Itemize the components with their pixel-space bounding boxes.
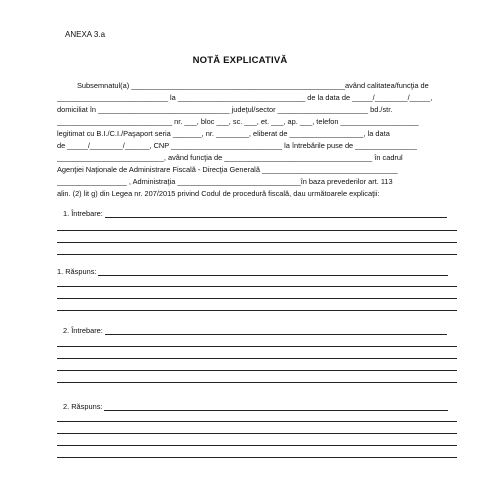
answer-1-line[interactable] bbox=[57, 310, 457, 311]
question-2-header bbox=[57, 325, 457, 337]
answer-2-field[interactable] bbox=[104, 401, 448, 411]
question-1-answer-line[interactable] bbox=[57, 254, 457, 255]
answer-2-line[interactable] bbox=[57, 433, 457, 434]
declaration-line: ___________________________ la _______________________________ de la data de _____/________/_____, bbox=[57, 93, 433, 102]
answer-1-field[interactable] bbox=[98, 266, 448, 276]
declaration-line: Agenţiei Naţionale de Administrare Fiscală - Direcţia Generală _________________________________ bbox=[57, 165, 398, 174]
answer-2-line[interactable] bbox=[57, 421, 457, 422]
document-title: NOTĂ EXPLICATIVĂ bbox=[192, 55, 288, 66]
question-1-field[interactable] bbox=[105, 208, 447, 218]
declaration-line: __________________________, având funcţia de ____________________________________ în cadrul bbox=[57, 153, 403, 162]
question-2-field[interactable] bbox=[105, 325, 447, 335]
question-2-answer-line[interactable] bbox=[57, 370, 457, 371]
declaration-line: ____________________________ nr. ___, bloc ___, sc. ___, et. ___, ap. ___, telefon ___________________ bbox=[57, 117, 419, 126]
declaration-paragraph bbox=[57, 80, 457, 200]
question-2-answer-line[interactable] bbox=[57, 358, 457, 359]
answer-2-label: 2. Răspuns: bbox=[63, 402, 103, 411]
declaration-line: domiciliat în ________________________________ judeţul/sector ______________________ bd./str. bbox=[57, 105, 393, 114]
answer-2-line[interactable] bbox=[57, 445, 457, 446]
question-1-answer-line[interactable] bbox=[57, 230, 457, 231]
question-2-answer-line[interactable] bbox=[57, 382, 457, 383]
answer-1-line[interactable] bbox=[57, 298, 457, 299]
question-2-label: 2. Întrebare: bbox=[63, 326, 103, 335]
question-2-answer-line[interactable] bbox=[57, 346, 457, 347]
question-1-header bbox=[57, 208, 457, 220]
declaration-line: alin. (2) lit g) din Legea nr. 207/2015 privind Codul de procedură fiscală, dau următoarele explicaţii: bbox=[57, 189, 380, 198]
answer-2-line[interactable] bbox=[57, 457, 457, 458]
question-1-answer-line[interactable] bbox=[57, 242, 457, 243]
question-1-label: 1. Întrebare: bbox=[63, 209, 103, 218]
answer-1-label: 1. Răspuns: bbox=[57, 267, 97, 276]
answer-2-header bbox=[57, 401, 457, 413]
declaration-line: _________________ , Administraţia ______________________________în baza prevederilor art. 113 bbox=[57, 177, 393, 186]
declaration-line: legitimat cu B.I./C.I./Paşaport seria _______, nr. ________, eliberat de __________________, la data bbox=[57, 129, 390, 138]
answer-1-line[interactable] bbox=[57, 286, 457, 287]
answer-1-header bbox=[57, 266, 457, 278]
declaration-line: Subsemnatul(a) ____________________________________________________având calitatea/funcţia de bbox=[77, 81, 429, 90]
annex-label: ANEXA 3.a bbox=[65, 30, 106, 39]
declaration-line: de _____/________/______, CNP ___________________________ la întrebările puse de _______________ bbox=[57, 141, 417, 150]
